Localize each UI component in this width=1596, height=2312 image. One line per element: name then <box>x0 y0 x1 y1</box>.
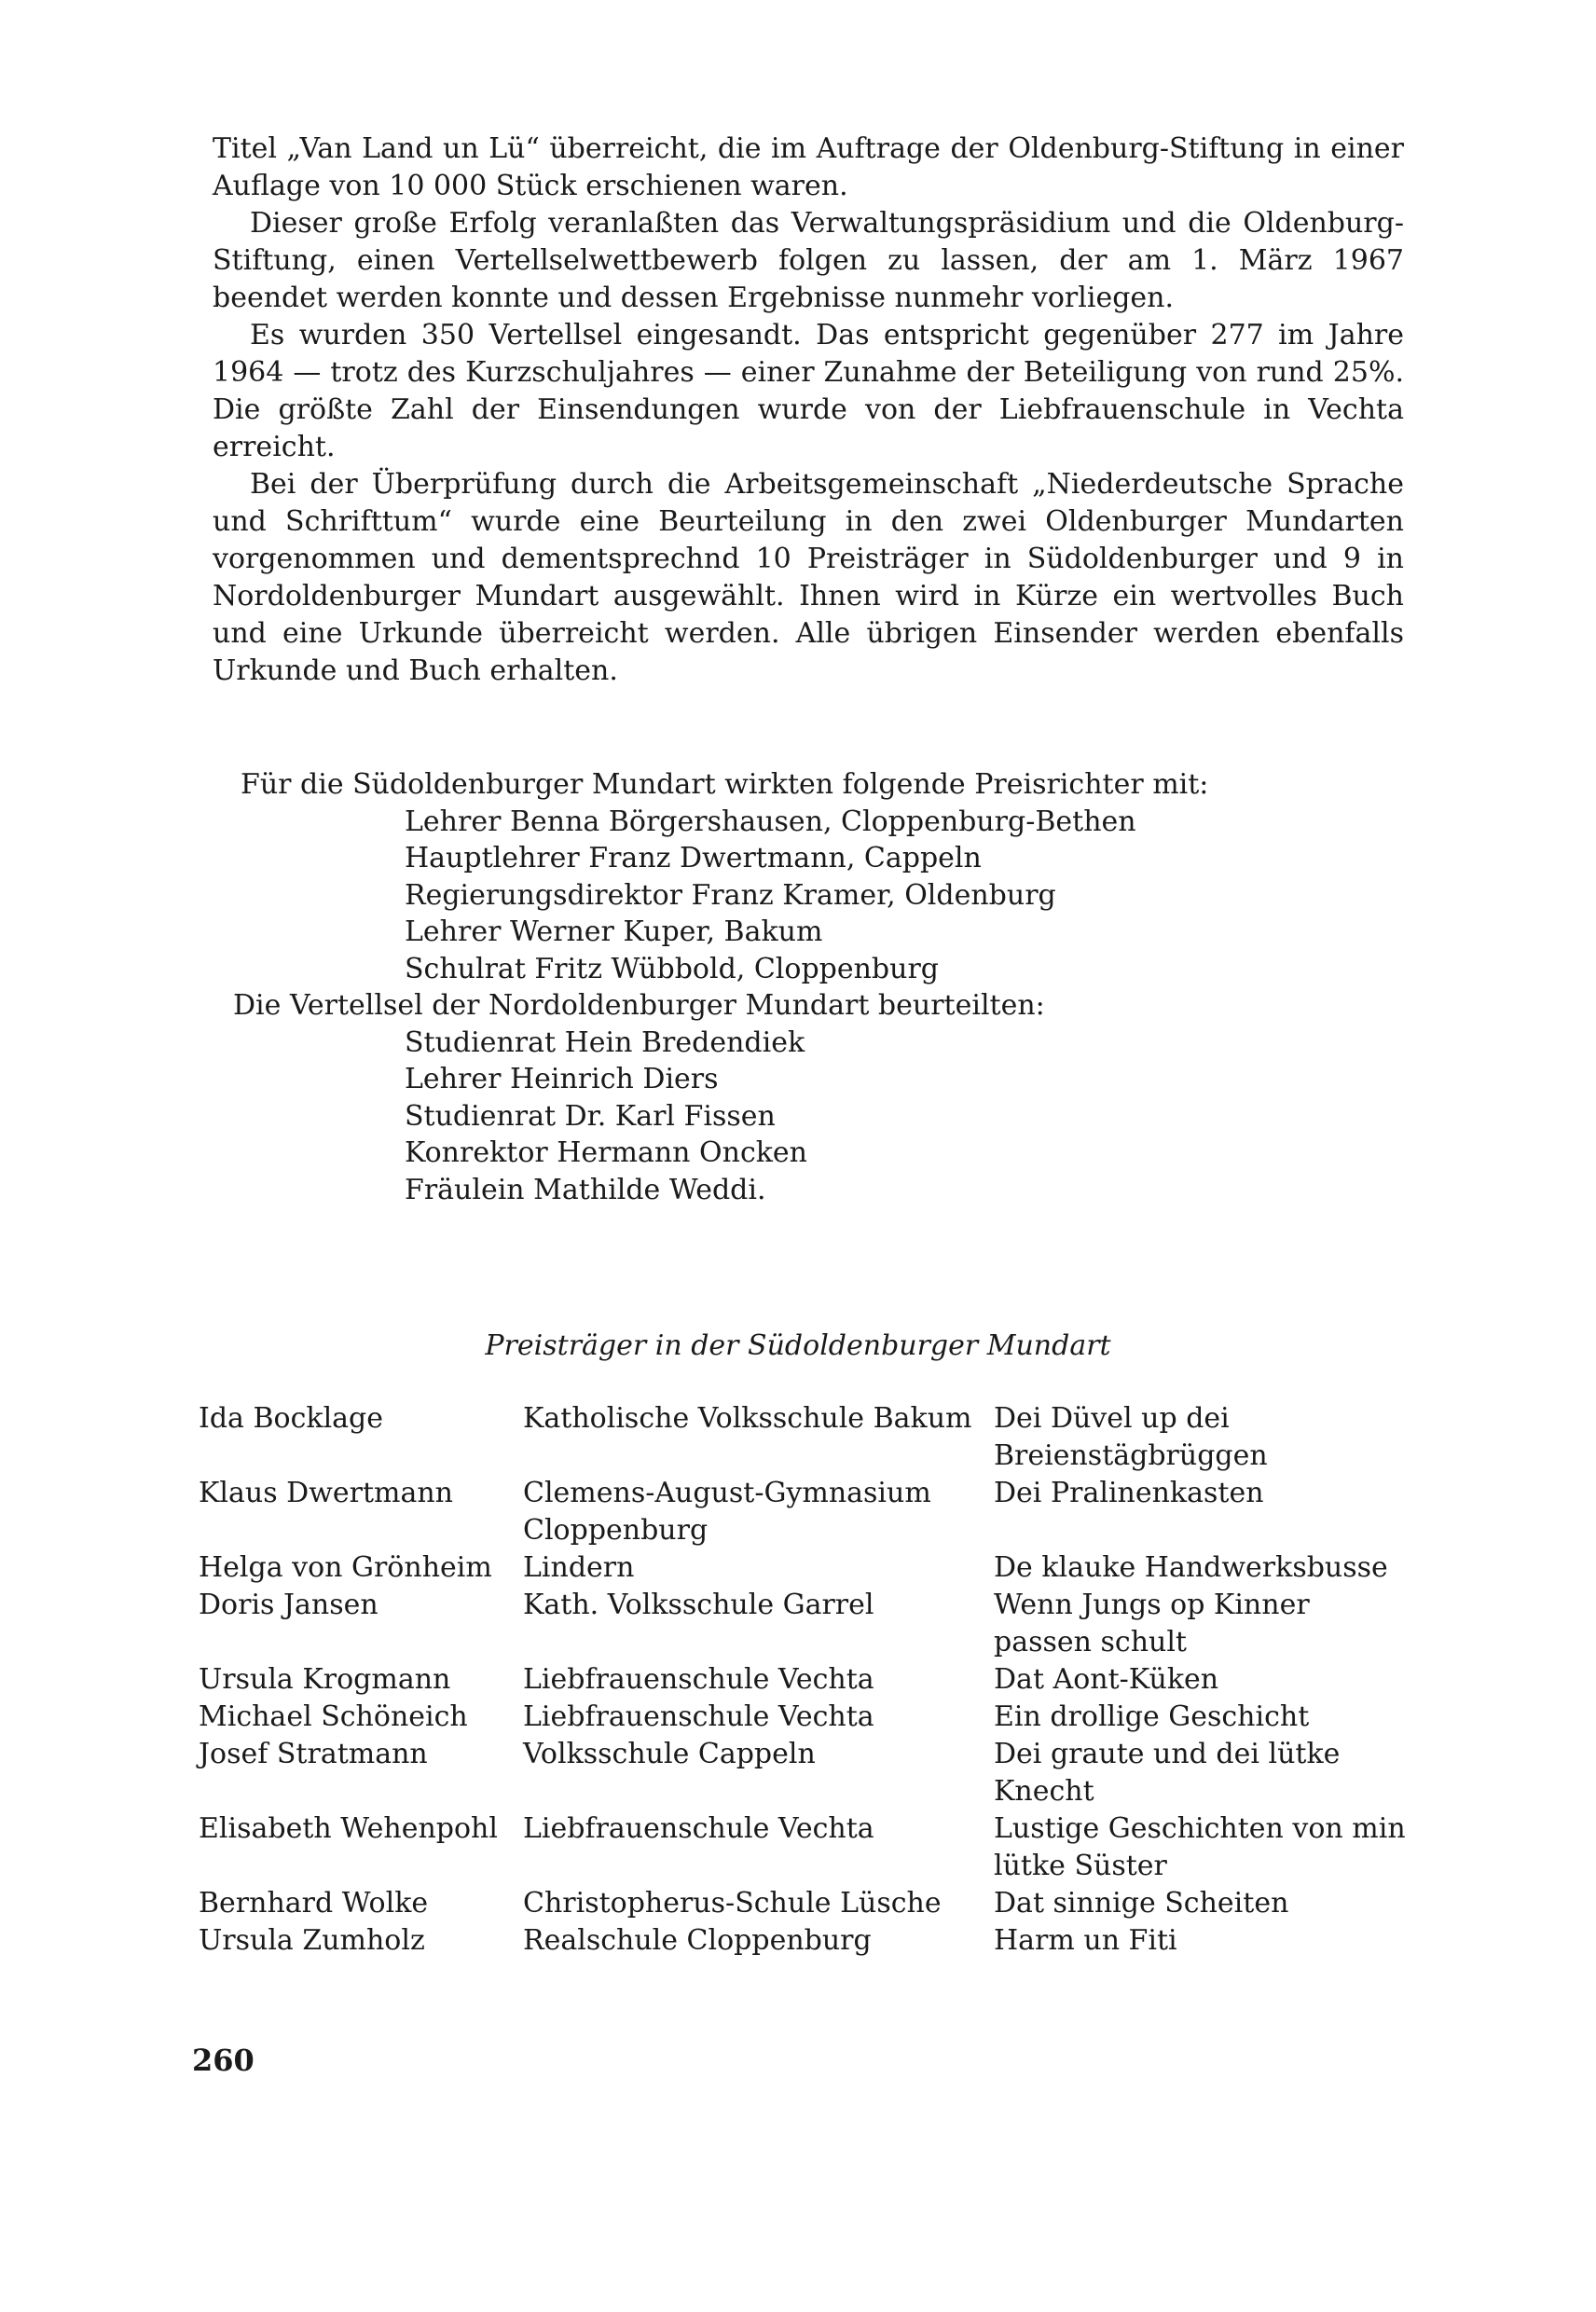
winners-heading: Preisträger in der Südoldenburger Mundart <box>485 1329 1111 1362</box>
winner-school: Liebfrauenschule Vechta <box>523 1700 874 1733</box>
winner-name: Ursula Zumholz <box>199 1924 425 1957</box>
table-row <box>199 1736 1410 1810</box>
table-row <box>199 1922 1410 1960</box>
judge-name: Lehrer Werner Kuper, Bakum <box>405 915 823 948</box>
winner-name: Ida Bocklage <box>199 1402 384 1435</box>
table-row <box>199 1549 1410 1587</box>
table-row <box>199 1885 1410 1922</box>
winner-title: Dei graute und dei lütke Knecht <box>994 1738 1341 1808</box>
winner-school: Kath. Volksschule Garrel <box>523 1589 874 1621</box>
winner-title: Ein drollige Geschicht <box>994 1700 1310 1733</box>
winner-school: Volksschule Cappeln <box>523 1738 816 1770</box>
winner-school: Liebfrauenschule Vechta <box>523 1812 874 1845</box>
table-row <box>199 1810 1410 1885</box>
winner-name: Ursula Krogmann <box>199 1663 451 1696</box>
winner-school: Clemens-August-Gymnasium Cloppenburg <box>523 1477 931 1547</box>
winner-name: Michael Schöneich <box>199 1700 468 1733</box>
judge-name: Regierungsdirektor Franz Kramer, Oldenburg <box>405 878 1056 912</box>
judge-name: Lehrer Benna Börgershausen, Cloppenburg-Bethen <box>405 805 1136 838</box>
judges-nord-intro: Die Vertellsel der Nordoldenburger Mundart beurteilten: <box>233 989 1045 1022</box>
winner-name: Bernhard Wolke <box>199 1887 429 1920</box>
table-row <box>199 1475 1410 1549</box>
table-row <box>199 1699 1410 1736</box>
judge-name: Studienrat Hein Bredendiek <box>405 1025 805 1059</box>
page-number: 260 <box>192 2043 255 2078</box>
winner-title: Dei Pralinenkasten <box>994 1477 1264 1509</box>
winner-name: Helga von Grönheim <box>199 1551 492 1584</box>
judge-name: Studienrat Dr. Karl Fissen <box>405 1099 776 1133</box>
winner-title: De klauke Handwerksbusse <box>994 1551 1388 1584</box>
judges-sued-list <box>241 804 1359 988</box>
winner-title: Harm un Fiti <box>994 1924 1177 1957</box>
winner-name: Josef Stratmann <box>199 1738 428 1770</box>
winner-school: Lindern <box>523 1551 635 1584</box>
winner-school: Realschule Cloppenburg <box>523 1924 872 1957</box>
winner-name: Elisabeth Wehenpohl <box>199 1812 498 1845</box>
paragraph: Bei der Überprüfung durch die Arbeitsgemeinschaft „Niederdeutsche Sprache und Schrifttum“ wurde eine Beurteilung in den zwei Oldenburger Mundarten vorgenommen und dementsprechnd 10 Preisträger in Südoldenburger und 9 in Nordoldenburger Mundart ausgewählt. Ihnen wird in Kürze ein wertvolles Buch und eine Urkunde überreicht werden. Alle übrigen Einsender werden ebenfalls Urkunde und Buch erhalten. <box>213 468 1404 687</box>
winner-title: Lustige Geschichten von min lütke Süster <box>994 1812 1406 1882</box>
judges-nord-list <box>241 1025 1359 1209</box>
paragraph: Dieser große Erfolg veranlaßten das Verwaltungspräsidium und die Oldenburg-Stiftung, einen Vertellselwettbewerb folgen zu lassen, der am 1. März 1967 beendet werden konnte und dessen Ergebnisse nunmehr vorliegen. <box>213 207 1404 314</box>
winner-name: Doris Jansen <box>199 1589 378 1621</box>
judge-name: Hauptlehrer Franz Dwertmann, Cappeln <box>405 842 982 874</box>
paragraph: Titel „Van Land un Lü“ überreicht, die im Auftrage der Oldenburg-Stiftung in einer Auflage von 10 000 Stück erschienen waren. <box>213 132 1404 202</box>
winner-school: Liebfrauenschule Vechta <box>523 1663 874 1696</box>
winner-title: Dei Düvel up dei Breienstägbrüggen <box>994 1402 1268 1472</box>
judge-name: Konrektor Hermann Oncken <box>405 1136 807 1169</box>
body-text <box>213 131 1404 690</box>
winner-title: Dat Aont-Küken <box>994 1663 1219 1696</box>
judge-name: Fräulein Mathilde Weddi. <box>405 1173 766 1206</box>
winner-school: Katholische Volksschule Bakum <box>523 1402 972 1435</box>
winners-table <box>199 1400 1410 1960</box>
winner-title: Dat sinnige Scheiten <box>994 1887 1289 1920</box>
winner-name: Klaus Dwertmann <box>199 1477 454 1509</box>
judge-name: Schulrat Fritz Wübbold, Cloppenburg <box>405 952 940 985</box>
judges-sued-intro: Für die Südoldenburger Mundart wirkten folgende Preisrichter mit: <box>241 768 1209 801</box>
winner-school: Christopherus-Schule Lüsche <box>523 1887 942 1920</box>
judges-section <box>233 766 1359 1208</box>
table-row <box>199 1587 1410 1661</box>
table-row <box>199 1661 1410 1699</box>
table-row <box>199 1400 1410 1475</box>
judge-name: Lehrer Heinrich Diers <box>405 1063 719 1095</box>
winner-title: Wenn Jungs op Kinner passen schult <box>994 1589 1310 1658</box>
paragraph: Es wurden 350 Vertellsel eingesandt. Das entspricht gegenüber 277 im Jahre 1964 — trotz des Kurzschuljahres — einer Zunahme der Beteiligung von rund 25%. Die größte Zahl der Einsendungen wurde von der Liebfrauenschule in Vechta erreicht. <box>213 319 1404 463</box>
